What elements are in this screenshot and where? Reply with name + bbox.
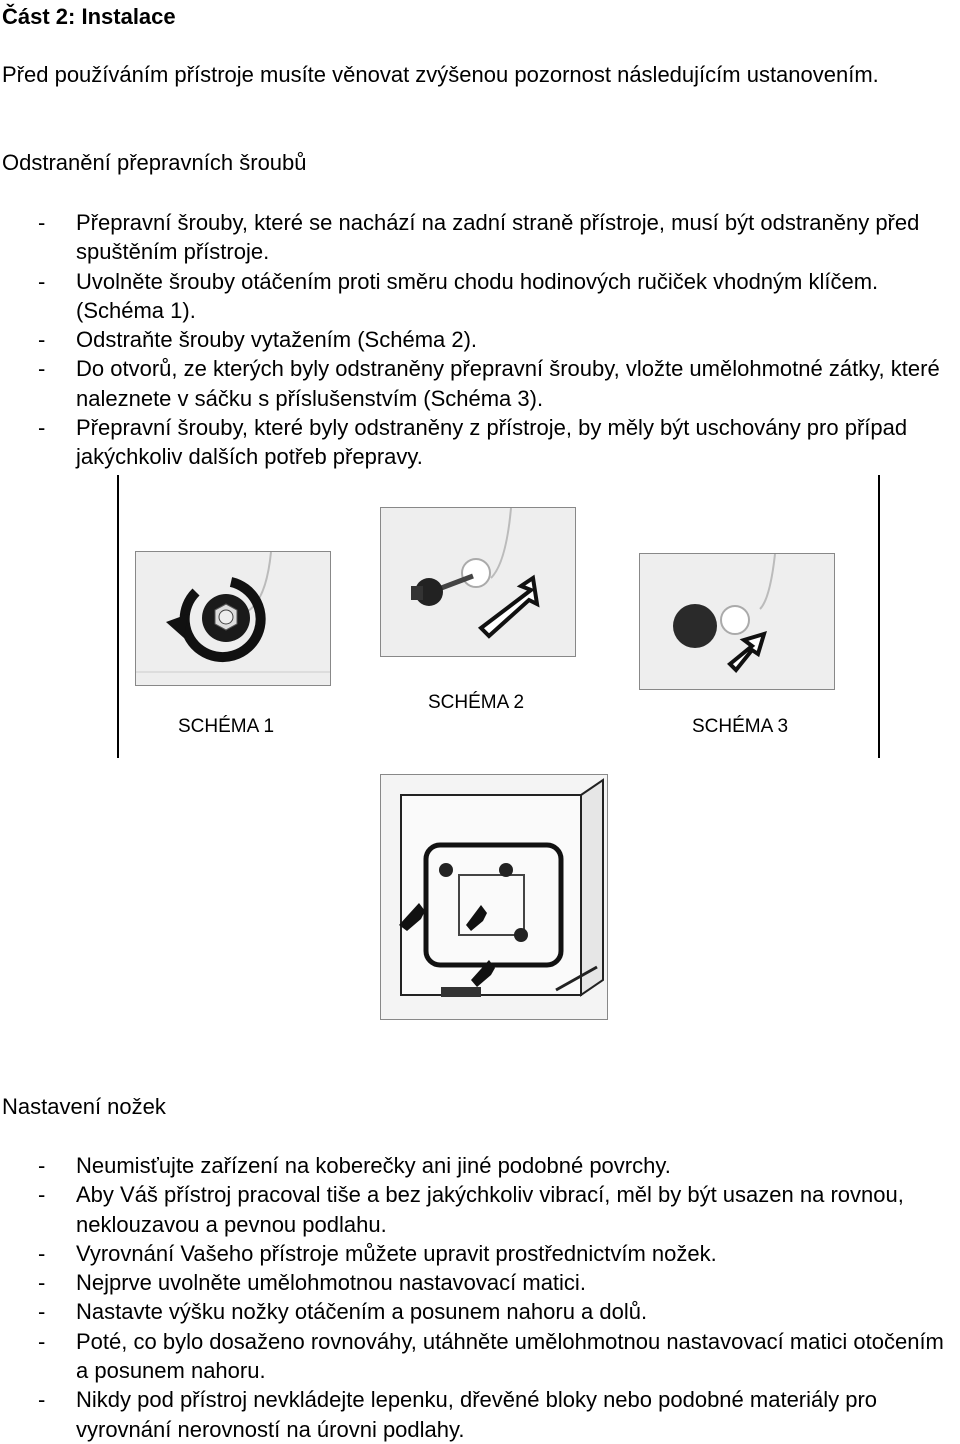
list-marker: - xyxy=(38,1153,46,1178)
list-marker: - xyxy=(38,268,46,294)
list-marker: - xyxy=(38,210,46,235)
list-item: - Neumisťujte zařízení na koberečky ani jiné podobné povrchy. xyxy=(0,1151,960,1180)
schema-1-caption: SCHÉMA 1 xyxy=(178,716,275,737)
list-marker: - xyxy=(38,1328,46,1354)
list-marker: - xyxy=(38,415,46,441)
list-marker: - xyxy=(38,1182,46,1208)
schema-2-illustration xyxy=(380,507,576,657)
list-item: - Přepravní šrouby, které se nachází na zadní straně přístroje, musí být odstraněny před spuštěním přístroje. xyxy=(38,210,920,265)
bolt-removal-icon xyxy=(381,508,575,656)
list-marker: - xyxy=(38,356,46,382)
schema-2-caption: SCHÉMA 2 xyxy=(428,692,525,713)
figure-frame-left-line xyxy=(117,475,119,758)
list-item: - Nejprve uvolněte umělohmotnou nastavovací matici. xyxy=(0,1268,960,1297)
list-item: - Vyrovnání Vašeho přístroje můžete upravit prostřednictvím nožek. xyxy=(0,1239,960,1268)
schema-3-caption: SCHÉMA 3 xyxy=(692,716,789,737)
appliance-rear-icon xyxy=(381,775,607,1019)
list-item: - Aby Váš přístroj pracoval tiše a bez jakýchkoliv vibrací, měl by být usazen na rovnou, neklouzavou a pevnou podlahu. xyxy=(38,1182,904,1237)
list-marker: - xyxy=(38,1270,46,1296)
list-item: - Do otvorů, ze kterých byly odstraněny přepravní šrouby, vložte umělohmotné zátky, které naleznete v sáčku s příslušenstvím (Schéma 3). xyxy=(38,356,940,411)
list-item: - Poté, co bylo dosaženo rovnováhy, utáhněte umělohmotnou nastavovací matici otočením a posunem nahoru. xyxy=(38,1328,944,1384)
list-item: - Nastavte výšku nožky otáčením a posunem nahoru a dolů. xyxy=(0,1297,960,1326)
list-marker: - xyxy=(38,1387,46,1413)
wrench-rotation-icon xyxy=(136,552,330,685)
feet-adjustment-list xyxy=(0,1151,960,1444)
list-item: - Nikdy pod přístroj nevkládejte lepenku, dřevěné bloky nebo podobné materiály pro vyrovnání nerovností na úrovni podlahy. xyxy=(38,1387,878,1442)
list-item: - Přepravní šrouby, které byly odstraněny z přístroje, by měly být uschovány pro případ jakýchkoliv dalších potřeb přepravy. xyxy=(38,415,908,470)
transport-bolts-list xyxy=(0,208,960,472)
page-title: Část 2: Instalace xyxy=(2,4,176,29)
appliance-rear-illustration xyxy=(380,774,608,1020)
list-item: - Odstraňte šrouby vytažením (Schéma 2). xyxy=(0,325,960,354)
list-marker: - xyxy=(38,1299,46,1325)
plug-insert-icon xyxy=(640,554,834,689)
figure-frame-right-line xyxy=(878,475,880,758)
section-heading-feet: Nastavení nožek xyxy=(2,1094,166,1119)
intro-paragraph: Před používáním přístroje musíte věnovat zvýšenou pozornost následujícím ustanovením. xyxy=(2,62,879,87)
list-marker: - xyxy=(38,327,46,353)
section-heading-transport-bolts: Odstranění přepravních šroubů xyxy=(2,150,307,175)
list-marker: - xyxy=(38,1240,46,1266)
list-item: - Uvolněte šrouby otáčením proti směru chodu hodinových ručiček vhodným klíčem. (Schéma 1). xyxy=(38,268,879,323)
schema-1-illustration xyxy=(135,551,331,686)
schema-3-illustration xyxy=(639,553,835,690)
